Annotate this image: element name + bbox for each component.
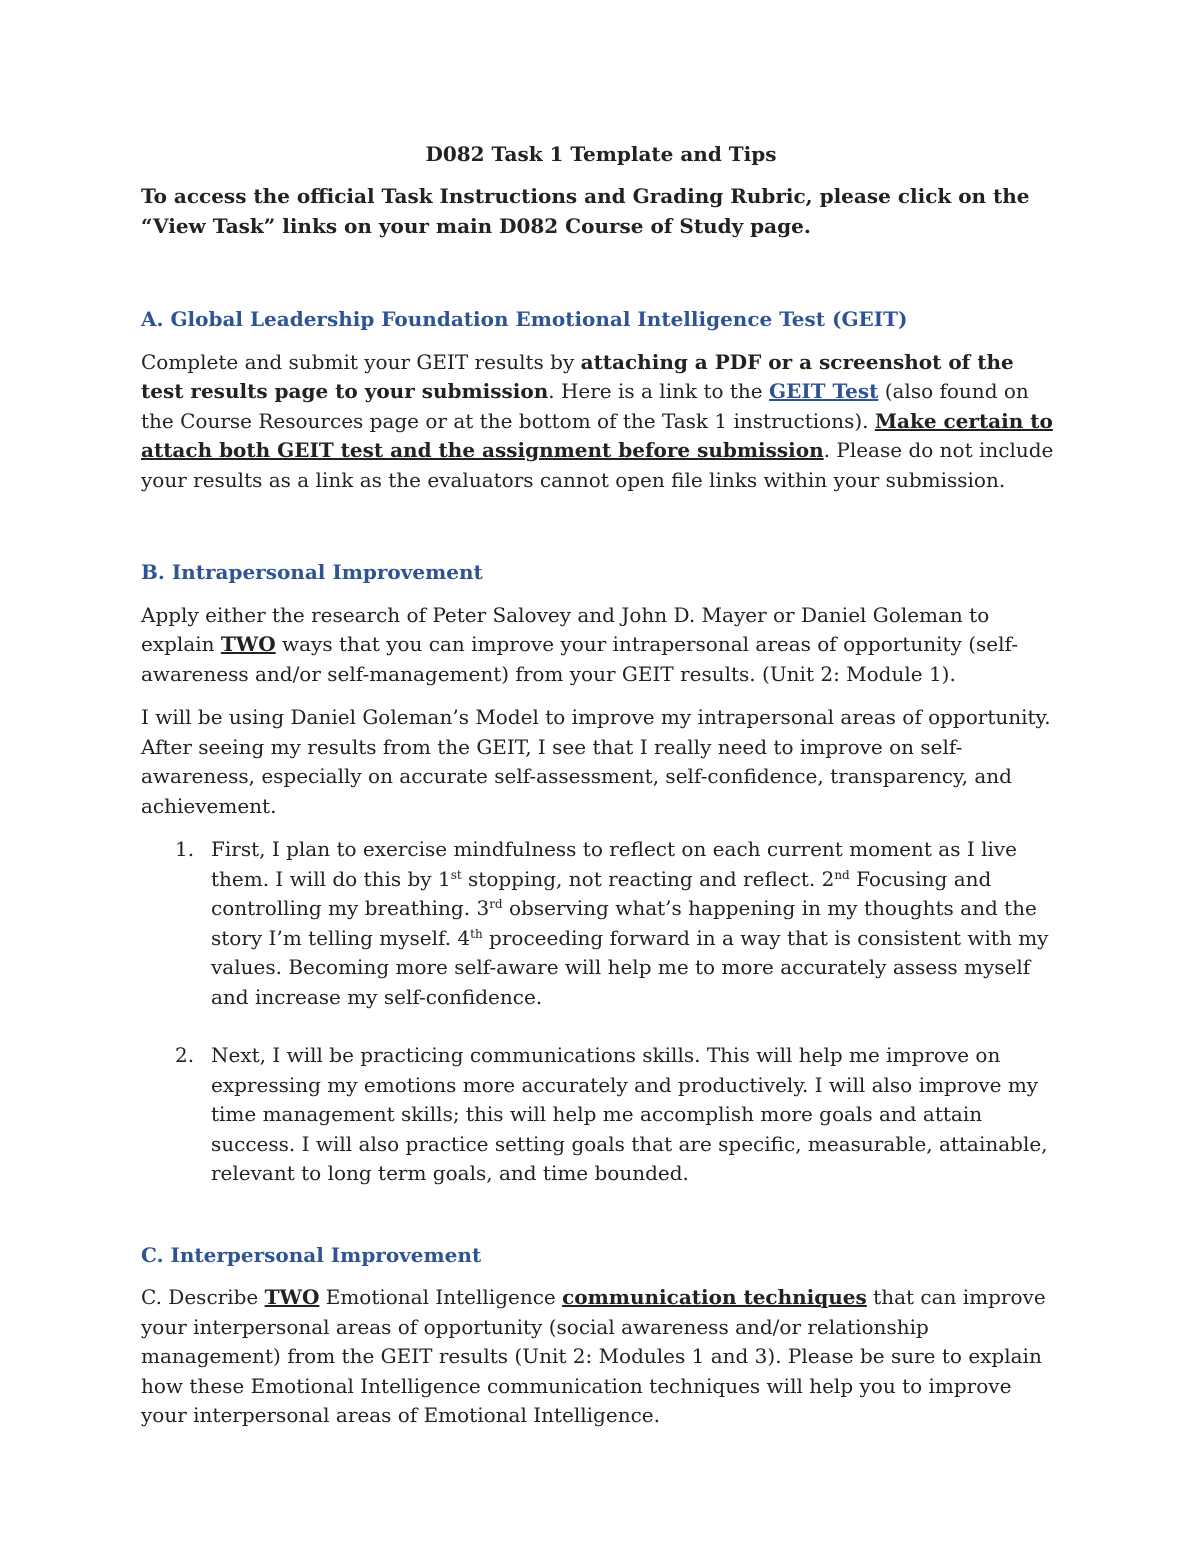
section-b-two-emphasis: TWO (220, 632, 276, 656)
ordinal-suffix: th (470, 926, 483, 941)
section-a-text-2: . Here is a link to the (548, 379, 769, 403)
list-item-number: 1. (175, 837, 195, 861)
section-a-paragraph (141, 348, 1061, 496)
section-c-two-emphasis: TWO (264, 1285, 320, 1309)
ordinal-suffix: rd (489, 897, 503, 911)
document-title: D082 Task 1 Template and Tips (425, 142, 777, 166)
section-b-text-2: ways that you can improve your intrapersonal areas of opportunity (self-awareness and/or self-management) from your GEIT results. (Unit 2: Module 1). (141, 632, 1018, 686)
intro-instructions: To access the official Task Instructions and Grading Rubric, please click on the “View Task” links on your main D082 Course of Study page. (141, 184, 1030, 238)
section-c-text-3: that can improve your interpersonal areas of opportunity (social awareness and/or relationship management) from the GEIT results (Unit 2: Modules 1 and 3). Please be sure to explain how these Emotional Intelligence communication techniques will help you to improve your interpersonal areas of Emotional Intelligence. (141, 1285, 1046, 1427)
list-item-text: observing what’s happening in my thoughts and the story I’m telling myself. 4 (211, 896, 1037, 950)
section-c-prompt (141, 1283, 1061, 1431)
list-item-text: proceeding forward in a way that is consistent with my values. Becoming more self-aware will help me to more accurately assess myself and increase my self-confidence. (211, 925, 1049, 1009)
section-a-attach-emphasis: attaching a PDF or a screenshot of the test results page to your submission (141, 349, 1014, 403)
section-b-prompt (141, 601, 1061, 690)
list-item-number: 2. (175, 1043, 195, 1067)
section-a-attach-warning: Make certain to attach both GEIT test and the assignment before submission (141, 408, 1053, 462)
document-body (141, 140, 1061, 1445)
section-a-text-4: . Please do not include your results as a link as the evaluators cannot open file links within your submission. (141, 438, 1054, 492)
section-b-text-1: Apply either the research of Peter Salovey and John D. Mayer or Daniel Goleman to explain (141, 602, 990, 656)
list-item-text: Next, I will be practicing communications skills. This will help me improve on expressing my emotions more accurately and productively. I will also improve my time management skills; this will help me accomplish more goals and attain success. I will also practice setting goals that are specific, measurable, attainable, relevant to long term goals, and time bounded. (211, 1043, 1048, 1185)
section-b-heading: B. Intrapersonal Improvement (141, 560, 483, 584)
ordinal-suffix: st (450, 867, 462, 882)
list-item-text: First, I plan to exercise mindfulness to reflect on each current moment as I live them. I will do this by 1 (211, 837, 1018, 891)
geit-test-link[interactable]: GEIT Test (769, 379, 879, 403)
list-item-text: stopping, not reacting and reflect. 2 (461, 866, 835, 891)
section-b-response: I will be using Daniel Goleman’s Model to improve my intrapersonal areas of opportunity. After seeing my results from the GEIT, I see that I really need to improve on self-awareness, especially on accurate self-assessment, self-confidence, transparency, and achievement. (141, 705, 1051, 818)
section-a-text-3: (also found on the Course Resources page or at the bottom of the Task 1 instructions). (141, 379, 1029, 433)
section-a-text-1: Complete and submit your GEIT results by (141, 349, 581, 374)
section-c-techniques-emphasis: communication techniques (562, 1285, 867, 1309)
section-c-heading: C. Interpersonal Improvement (141, 1242, 482, 1267)
list-item (175, 1041, 1061, 1189)
list-item (175, 835, 1061, 1012)
section-a-heading: A. Global Leadership Foundation Emotional Intelligence Test (GEIT) (141, 307, 908, 331)
improvement-list (141, 835, 1061, 1189)
section-c-text-1: C. Describe (141, 1285, 265, 1309)
list-item-text: Focusing and controlling my breathing. 3 (211, 866, 992, 920)
ordinal-suffix: nd (834, 867, 850, 882)
section-c-text-2: Emotional Intelligence (319, 1285, 563, 1309)
